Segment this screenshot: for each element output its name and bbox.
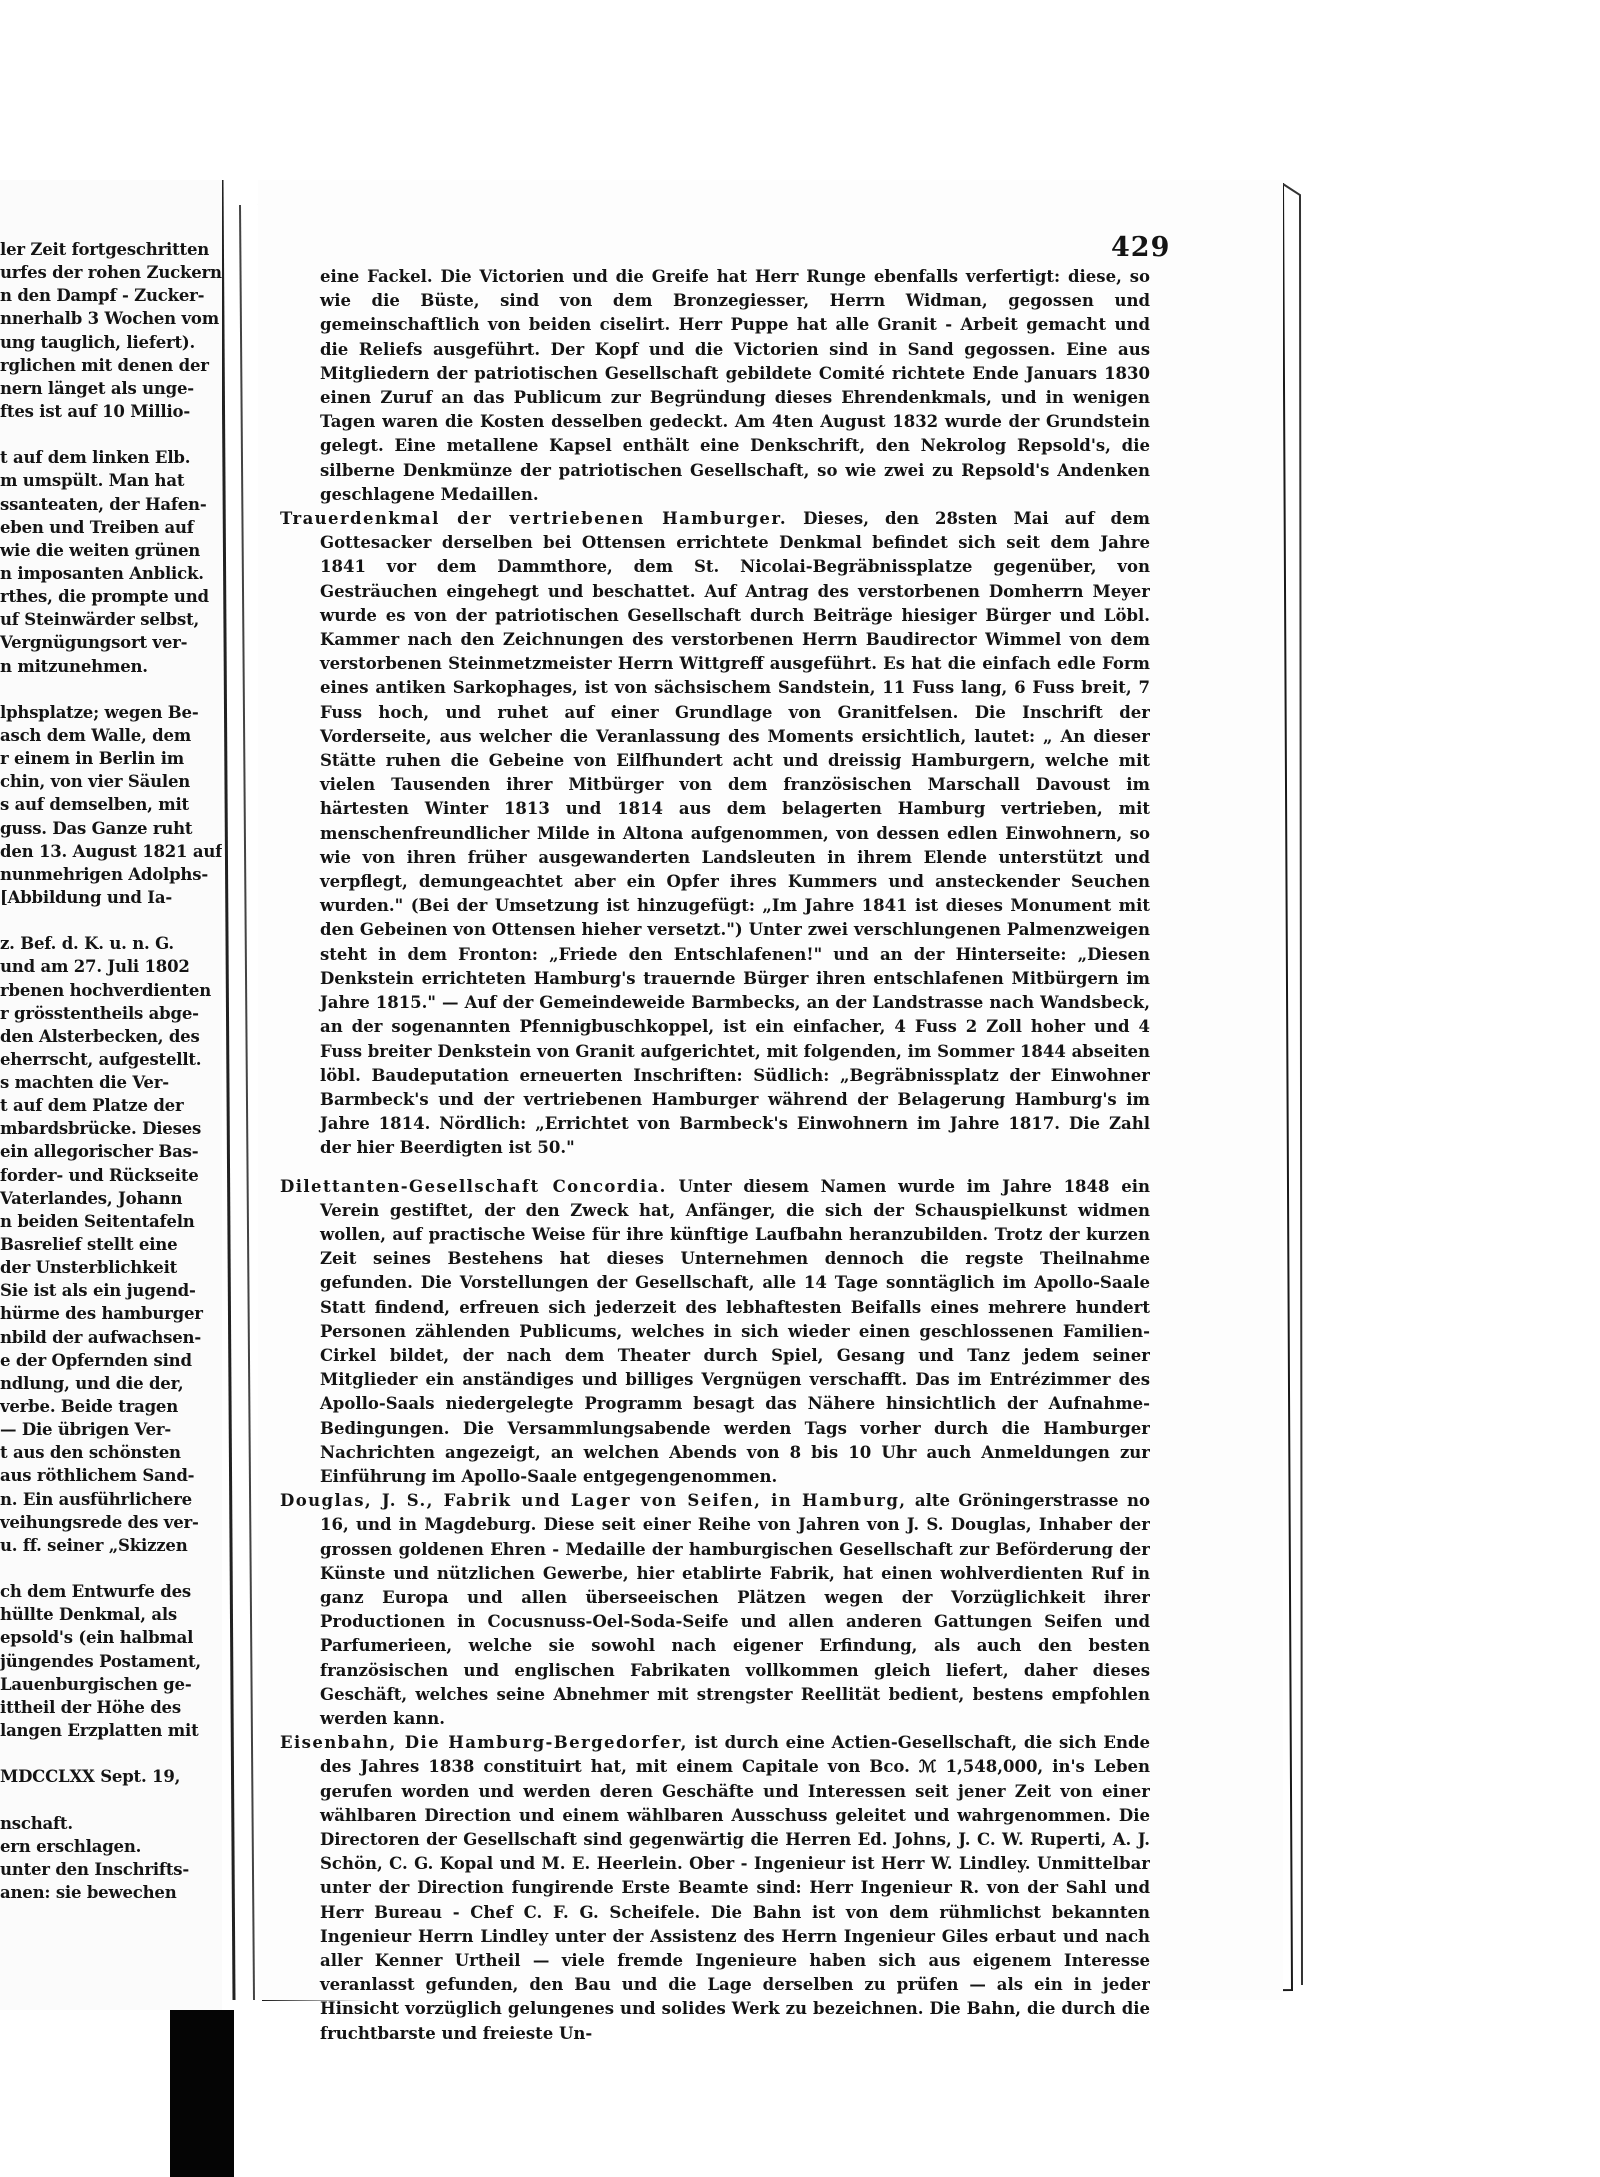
- left-column-line: hürme des hamburger: [0, 1304, 203, 1324]
- left-column-line: lphsplatze; wegen Be-: [0, 702, 199, 722]
- left-column-line: e der Opfernden sind: [0, 1350, 192, 1370]
- left-column-line: epsold's (ein halbmal: [0, 1628, 194, 1648]
- left-column-line: t aus den schönsten: [0, 1443, 181, 1463]
- encyclopedia-entry: [280, 1175, 1150, 1490]
- left-column-line: n. Ein ausführlichere: [0, 1489, 192, 1509]
- left-column-line: langen Erzplatten mit: [0, 1721, 199, 1740]
- left-column-line: t auf dem Platze der: [0, 1096, 184, 1116]
- left-column-line: Vergnügungsort ver-: [0, 633, 188, 653]
- paragraph-gap: [0, 678, 222, 701]
- left-column-line: ssanteaten, der Hafen-: [0, 494, 207, 514]
- left-column-text: [0, 238, 222, 1904]
- left-column-line: eben und Treiben auf: [0, 517, 194, 537]
- left-column-line: — Die übrigen Ver-: [0, 1420, 172, 1440]
- left-column-line: ein allegorischer Bas-: [0, 1142, 199, 1162]
- paragraph-gap: [0, 1742, 222, 1765]
- entry-separator: [280, 1161, 1150, 1175]
- left-column-line: Lauenburgischen ge-: [0, 1674, 192, 1694]
- entry-body: Dieses, den 28sten Mai auf dem Gottesacker derselben bei Ottensen errichtete Denkmal befindet sich seit dem Jahre 1841 vor dem Dammthore, dem St. Nicolai-Begräbnissplatze gegenüber, von Gesträuchen eingehegt und beschattet. Auf Antrag des verstorbenen Domherrn Meyer wurde es von der patriotischen Gesellschaft durch Beiträge hiesiger Bürger und Löbl. Kammer nach den Zeichnungen des verstorbenen Herrn Baudirector Wimmel von dem verstorbenen Steinmetzmeister Herrn Wittgreff ausgeführt. Es hat die einfach edle Form eines antiken Sarkophages, ist von sächsischem Sandstein, 11 Fuss lang, 6 Fuss breit, 7 Fuss hoch, und ruhet auf einer Grundlage von Granitfelsen. Die Inschrift der Vorderseite, aus welcher die Veranlassung des Moments ersichtlich, lautet: „ An dieser Stätte ruhen die Gebeine von Eilfhundert acht und dreissig Hamburgern, welche mit vielen Tausenden ihrer Mitbürger von dem französischen Marschall Davoust im härtesten Winter 1813 und 1814 aus dem belagerten Hamburg vertrieben, mit menschenfreundlicher Milde in Altona aufgenommen, von dessen edlen Einwohnern, so wie von ihren früher ausgewanderten Landsleuten in ihrem Elende unterstützt und verpflegt, demungeachtet aber ein Opfer ihres Kummers und ansteckender Seuchen wurden." (Bei der Umsetzung ist hinzugefügt: „Im Jahre 1841 ist dieses Monument mit den Gebeinen von Ottensen hieher versetzt.") Unter zwei verschlungenen Palmenzweigen steht in dem Fronton: „Friede den Entschlafenen!" und an der Hinterseite: „Diesen Denkstein errichteten Hamburg's trauernde Bürger ihren entschlafenen Mitbürgern im Jahre 1815." — Auf der Gemeindeweide Barmbecks, an der Landstrasse nach Wandsbeck, an der sogenannten Pfennigbuschkoppel, ist ein einfacher, 4 Fuss 2 Zoll hoher und 4 Fuss breiter Denkstein von Granit aufgerichtet, mit folgenden, im Sommer 1844 abseiten löbl. Baudeputation erneuerten Inschriften: Südlich: „Begräbnissplatz der Einwohner Barmbeck's und der vertriebenen Hamburger während der Belagerung Hamburg's im Jahre 1814. Nördlich: „Errichtet von Barmbeck's Einwohnern im Jahre 1817. Die Zahl der hier Beerdigten ist 50.": [320, 509, 1150, 1158]
- left-column-line: s auf demselben, mit: [0, 795, 189, 815]
- entry-heading: Trauerdenkmal der vertriebenen Hamburger.: [280, 509, 788, 529]
- left-column-line: wie die weiten grünen: [0, 540, 201, 560]
- encyclopedia-entry: [280, 507, 1150, 1160]
- left-column-line: Sie ist als ein jugend-: [0, 1281, 196, 1301]
- left-column-line: chin, von vier Säulen: [0, 772, 191, 792]
- paragraph-gap: [0, 1557, 222, 1580]
- right-column-text: [280, 265, 1150, 2046]
- binding-strip: [170, 2010, 234, 2177]
- left-page-edge: [222, 180, 234, 2000]
- entry-body: eine Fackel. Die Victorien und die Greife hat Herr Runge ebenfalls verfertigt: diese, so wie die Büste, sind von dem Bronzegiesser, Herrn Widman, gegossen und gemeinschaftlich von beiden ciselirt. Herr Puppe hat alle Granit - Arbeit gemacht und die Reliefs ausgeführt. Der Kopf und die Victorien sind in Sand gegossen. Eine aus Mitgliedern der patriotischen Gesellschaft gebildete Comité richtete Ende Januars 1830 einen Zuruf an das Publicum zur Begründung dieses Ehrendenkmals, und in wenigen Tagen waren die Kosten desselben gedeckt. Am 4ten August 1832 wurde der Grundstein gelegt. Eine metallene Kapsel enthält eine Denkschrift, den Nekrolog Repsold's, die silberne Denkmünze der patriotischen Gesellschaft, so wie zwei zu Repsold's Andenken geschlagene Medaillen.: [320, 267, 1150, 504]
- left-column-line: nunmehrigen Adolphs-: [0, 864, 208, 884]
- left-column-line: den Alsterbecken, des: [0, 1026, 200, 1046]
- left-column-line: z. Bef. d. K. u. n. G.: [0, 934, 174, 954]
- left-column-line: forder- und Rückseite: [0, 1165, 199, 1185]
- left-column-line: rglichen mit denen der: [0, 355, 209, 375]
- right-page-outer-edge: [1283, 184, 1302, 1985]
- left-column-line: MDCCLXX Sept. 19,: [0, 1767, 181, 1787]
- left-column-line: und am 27. Juli 1802: [0, 957, 190, 977]
- left-column-line: nnerhalb 3 Wochen vom: [0, 309, 219, 329]
- gutter-shadow: [240, 205, 254, 2000]
- left-column-line: t auf dem linken Elb.: [0, 448, 191, 468]
- left-column-line: rbenen hochverdienten: [0, 980, 212, 1000]
- left-column-line: r grösstentheils abge-: [0, 1003, 199, 1023]
- left-column-line: ch dem Entwurfe des: [0, 1582, 191, 1602]
- left-column-line: ler Zeit fortgeschritten: [0, 240, 210, 259]
- paragraph-gap: [0, 423, 222, 446]
- encyclopedia-entry: [280, 265, 1150, 507]
- left-column-line: aus röthlichem Sand-: [0, 1466, 195, 1486]
- left-column-line: s machten die Ver-: [0, 1073, 169, 1093]
- left-column-line: ern erschlagen.: [0, 1836, 142, 1856]
- entry-heading: Douglas, J. S., Fabrik und Lager von Seifen, in Hamburg,: [280, 1491, 907, 1511]
- left-column-line: ftes ist auf 10 Millio-: [0, 401, 191, 421]
- left-column-line: guss. Das Ganze ruht: [0, 818, 193, 838]
- left-column-line: nern länget als unge-: [0, 378, 194, 398]
- left-column-line: u. ff. seiner „Skizzen: [0, 1535, 188, 1555]
- paragraph-gap: [0, 1788, 222, 1811]
- left-column-line: Basrelief stellt eine: [0, 1235, 178, 1255]
- left-column-line: n den Dampf - Zucker-: [0, 286, 205, 306]
- entry-body: ist durch eine Actien-Gesellschaft, die sich Ende des Jahres 1838 constituirt hat, mit einem Capitale von Bco. ℳ 1,548,000, in's Leben gerufen worden und werden deren Geschäfte und Interessen seit jener Zeit von einer wählbaren Direction und einem wählbaren Ausschuss geleitet und wahrgenommen. Die Directoren der Gesellschaft sind gegenwärtig die Herren Ed. Johns, J. C. W. Ruperti, A. J. Schön, C. G. Kopal und M. E. Heerlein. Ober - Ingenieur ist Herr W. Lindley. Unmittelbar unter der Direction fungirende Erste Beamte sind: Herr Ingenieur R. von der Sahl und Herr Bureau - Chef C. F. G. Scheifele. Die Bahn ist von dem rühmlichst bekannten Ingenieur Herrn Lindley unter der Assistenz des Herrn Ingenieur Giles erbaut und nach aller Kenner Urtheil — viele fremde Ingenieure haben sich aus eigenem Interesse veranlasst gefunden, den Bau und die Lage derselben zu prüfen — als ein in jeder Hinsicht vorzüglich gelungenes und solides Werk zu bezeichnen. Die Bahn, die durch die fruchtbarste und freieste Un-: [320, 1733, 1150, 2043]
- left-column-line: verbe. Beide tragen: [0, 1397, 179, 1417]
- left-column-line: n mitzunehmen.: [0, 656, 148, 676]
- left-column-line: ung tauglich, liefert).: [0, 332, 196, 352]
- left-column-line: anen: sie bewechen: [0, 1882, 177, 1902]
- entry-heading: Eisenbahn, Die Hamburg-Bergedorfer,: [280, 1733, 688, 1753]
- left-column-line: mbardsbrücke. Dieses: [0, 1119, 202, 1139]
- page-number: 429: [1111, 232, 1171, 263]
- left-column-line: r einem in Berlin im: [0, 749, 185, 769]
- left-column-line: [Abbildung und Ia-: [0, 887, 172, 907]
- left-column-line: urfes der rohen Zuckern: [0, 263, 222, 283]
- encyclopedia-entry: [280, 1489, 1150, 1731]
- left-column-line: n imposanten Anblick.: [0, 563, 204, 583]
- left-column-line: hüllte Denkmal, als: [0, 1605, 177, 1625]
- left-column-line: den 13. August 1821 auf: [0, 841, 222, 861]
- left-column-line: Vaterlandes, Johann: [0, 1188, 183, 1208]
- left-column-line: ittheil der Höhe des: [0, 1697, 181, 1717]
- left-column-line: ndlung, und die der,: [0, 1373, 184, 1393]
- left-column-line: n beiden Seitentafeln: [0, 1211, 195, 1231]
- left-column-line: eherrscht, aufgestellt.: [0, 1049, 202, 1069]
- entry-body: alte Gröningerstrasse no 16, und in Magdeburg. Diese seit einer Reihe von Jahren von J. S. Douglas, Inhaber der grossen goldenen Ehren - Medaille der hamburgischen Gesellschaft zur Beförderung der Künste und nützlichen Gewerbe, hier etablirte Fabrik, hat einen wohlverdienten Ruf in ganz Europa und allen überseeischen Plätzen wegen der Vorzüglichkeit ihrer Productionen in Cocusnuss-Oel-Soda-Seife und allen anderen Gattungen Seifen und Parfumerieen, welche sie sowohl nach eigener Erfindung, als auch den besten französischen und englischen Fabrikaten vollkommen gleich liefert, daher dieses Geschäft, welches seine Abnehmer mit strengster Reellität bedient, bestens empfohlen werden kann.: [320, 1491, 1150, 1728]
- paragraph-gap: [0, 909, 222, 932]
- left-column-line: asch dem Walle, dem: [0, 725, 192, 745]
- entry-body: Unter diesem Namen wurde im Jahre 1848 ein Verein gestiftet, der den Zweck hat, Anfänger, die sich der Schauspielkunst widmen wollen, auf practische Weise für ihre künftige Laufbahn heranzubilden. Trotz der kurzen Zeit seines Bestehens hat dieses Unternehmen dennoch die regste Theilnahme gefunden. Die Vorstellungen der Gesellschaft, alle 14 Tage sonntäglich im Apollo-Saale Statt findend, erfreuen sich jederzeit des lebhaftesten Beifalls eines mehrere hundert Personen zählenden Publicums, welches in sich wieder einen geschlossenen Familien-Cirkel bildet, der nach dem Theater durch Spiel, Gesang und Tanz jedem seiner Mitglieder ein anständiges und billiges Vergnügen verschafft. Das im Entrézimmer des Apollo-Saals niedergelegte Programm besagt das Nähere hinsichtlich der Aufnahme-Bedingungen. Die Versammlungsabende werden Tags vorher durch die Hamburger Nachrichten angezeigt, an welchen Abends von 8 bis 10 Uhr auch Anmeldungen zur Einführung im Apollo-Saale entgegengenommen.: [320, 1176, 1150, 1486]
- left-column-line: veihungsrede des ver-: [0, 1512, 199, 1532]
- left-column-line: der Unsterblichkeit: [0, 1258, 178, 1278]
- left-column-line: jüngendes Postament,: [0, 1651, 201, 1671]
- left-column-line: m umspült. Man hat: [0, 471, 185, 491]
- left-column-line: rthes, die prompte und: [0, 587, 209, 607]
- left-column-line: nbild der aufwachsen-: [0, 1327, 201, 1347]
- entry-heading: Dilettanten-Gesellschaft Concordia.: [280, 1176, 667, 1196]
- left-column-line: unter den Inschrifts-: [0, 1859, 189, 1879]
- encyclopedia-entry: [280, 1731, 1150, 2046]
- left-column-line: nschaft.: [0, 1813, 73, 1833]
- left-column-line: uf Steinwärder selbst,: [0, 610, 200, 630]
